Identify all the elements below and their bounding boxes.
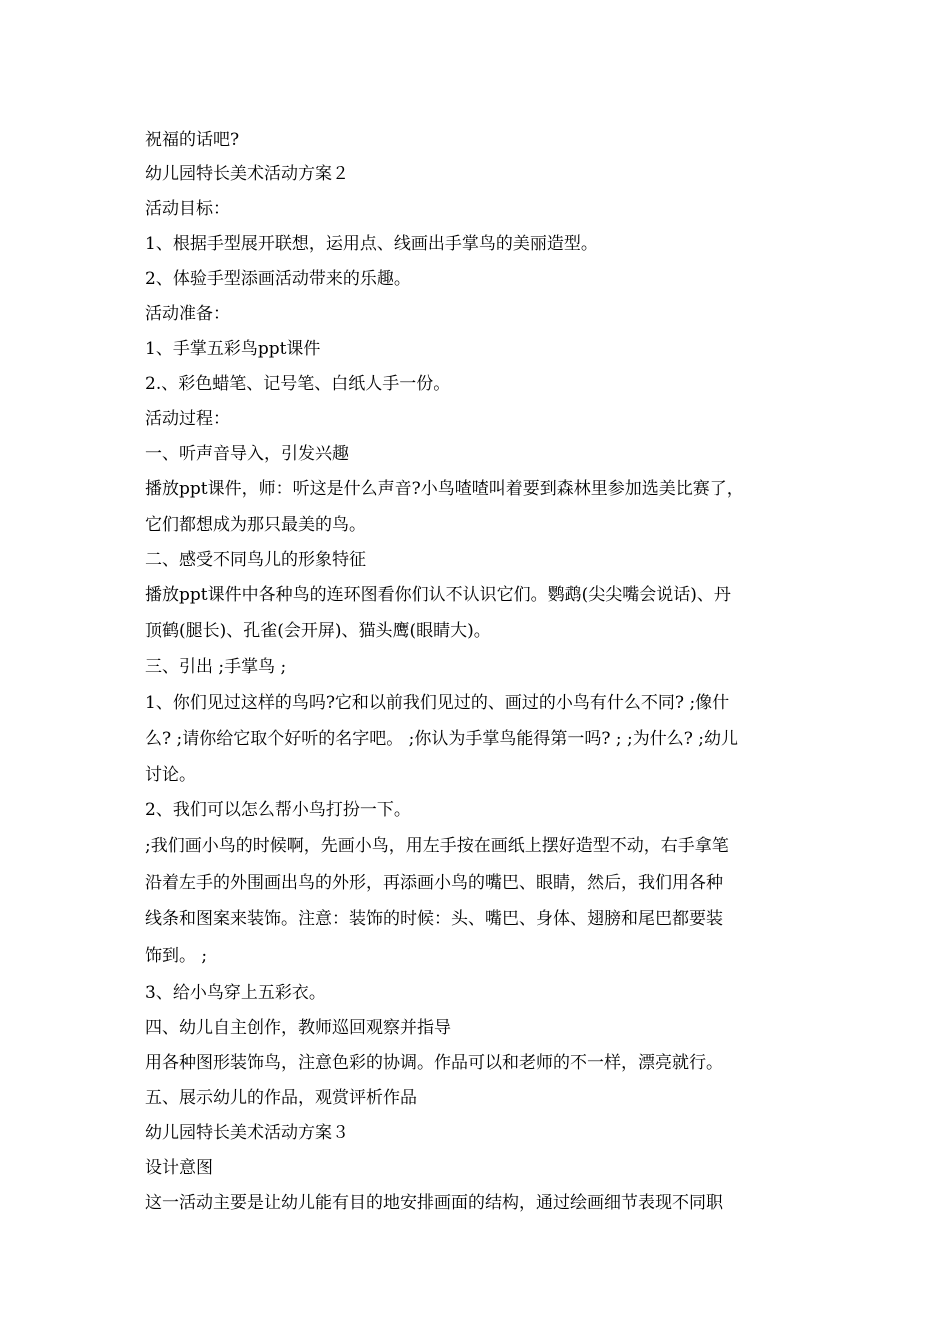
text-line: 3、给小鸟穿上五彩衣。: [145, 983, 326, 1003]
text-line: 活动过程：: [145, 409, 230, 429]
text-line: 四、幼儿自主创作，教师巡回观察并指导: [145, 1018, 451, 1038]
text-line: 二、感受不同鸟儿的形象特征: [145, 550, 366, 570]
text-line: 一、听声音导入，引发兴趣: [145, 444, 349, 464]
text-line: 1、手掌五彩鸟ppt课件: [145, 339, 321, 359]
text-line: 用各种图形装饰鸟，注意色彩的协调。作品可以和老师的不一样，漂亮就行。: [145, 1053, 723, 1073]
text-line: 1、你们见过这样的鸟吗?它和以前我们见过的、画过的小鸟有什么不同? ;像什: [145, 693, 730, 713]
text-line: 讨论。: [145, 765, 196, 785]
section-heading: 幼儿园特长美术活动方案３: [145, 1123, 349, 1143]
text-line: 五、展示幼儿的作品，观赏评析作品: [145, 1088, 417, 1108]
text-line: 播放ppt课件中各种鸟的连环图看你们认不认识它们。鹦鹉(尖尖嘴会说话)、丹: [145, 585, 731, 605]
text-line: 么? ;请你给它取个好听的名字吧。 ;你认为手掌鸟能得第一吗? ; ;为什么? ;幼儿: [145, 729, 738, 749]
text-line: 三、引出 ;手掌鸟 ;: [145, 657, 287, 677]
text-line: 设计意图: [145, 1158, 213, 1178]
text-line: 祝福的话吧?: [145, 130, 240, 150]
text-line: 2.、彩色蜡笔、记号笔、白纸人手一份。: [145, 374, 451, 394]
text-line: 这一活动主要是让幼儿能有目的地安排画面的结构，通过绘画细节表现不同职: [145, 1193, 723, 1213]
text-line: 2、体验手型添画活动带来的乐趣。: [145, 269, 411, 289]
text-line: 2、我们可以怎么帮小鸟打扮一下。: [145, 800, 411, 820]
text-line: 1、根据手型展开联想，运用点、线画出手掌鸟的美丽造型。: [145, 234, 598, 254]
text-line: 播放ppt课件，师：听这是什么声音?小鸟喳喳叫着要到森林里参加选美比赛了，: [145, 479, 744, 499]
section-heading: 幼儿园特长美术活动方案２: [145, 164, 349, 184]
text-line: 沿着左手的外围画出鸟的外形，再添画小鸟的嘴巴、眼睛，然后，我们用各种: [145, 873, 723, 893]
text-line: 活动目标：: [145, 199, 230, 219]
text-line: 顶鹤(腿长)、孔雀(会开屏)、猫头鹰(眼睛大)。: [145, 621, 491, 641]
text-line: 活动准备：: [145, 304, 230, 324]
text-line: 饰到。 ;: [145, 946, 208, 966]
text-line: ;我们画小鸟的时候啊，先画小鸟，用左手按在画纸上摆好造型不动，右手拿笔: [145, 836, 729, 856]
text-line: 它们都想成为那只最美的鸟。: [145, 515, 366, 535]
text-line: 线条和图案来装饰。注意：装饰的时候：头、嘴巴、身体、翅膀和尾巴都要装: [145, 909, 723, 929]
